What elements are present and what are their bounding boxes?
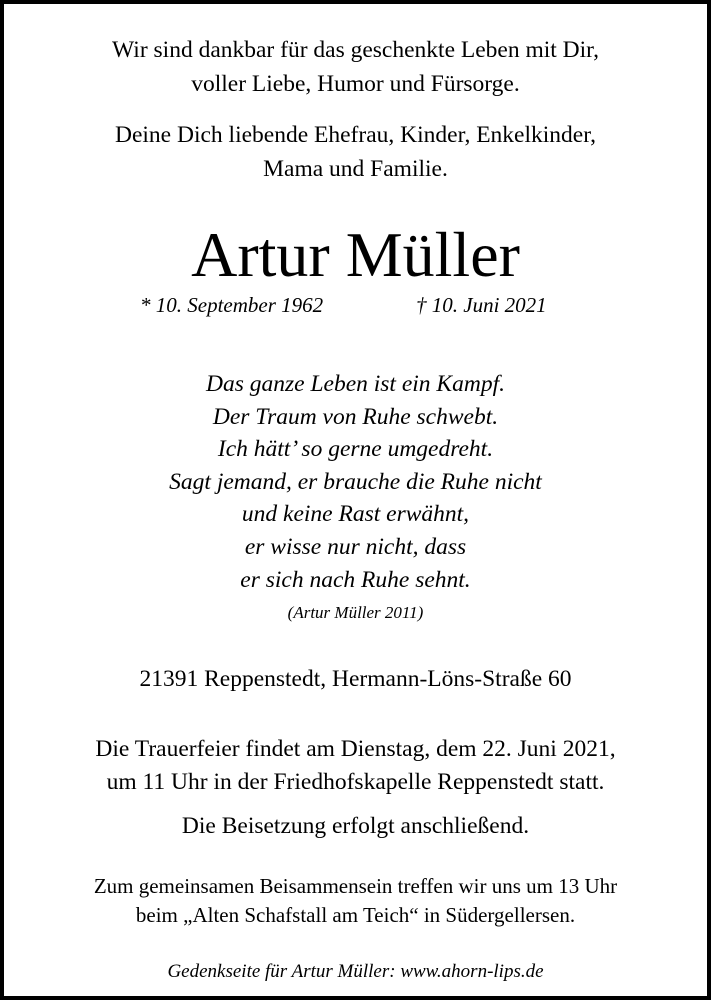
mourners-line: Mama und Familie. [263, 156, 448, 182]
poem-line: Ich hätt’ so gerne umgedreht. [217, 436, 494, 463]
poem-line: Der Traum von Ruhe schwebt. [212, 403, 499, 430]
memorial-page-link: Gedenkseite für Artur Müller: www.ahorn-lips.de [167, 961, 544, 982]
poem-line: und keine Rast erwähnt, [241, 501, 470, 528]
death-date: † 10. Juni 2021 [416, 293, 547, 317]
service-line: Die Trauerfeier findet am Dienstag, dem 22. Juni 2021, [95, 736, 616, 762]
poem-line: Das ganze Leben ist ein Kampf. [206, 371, 505, 397]
address: 21391 Reppenstedt, Hermann-Löns-Straße 60 [139, 666, 572, 692]
poem-credit: (Artur Müller 2011) [287, 603, 424, 622]
burial-info: Die Beisetzung erfolgt anschließend. [181, 813, 530, 839]
poem-line: er sich nach Ruhe sehnt. [240, 566, 471, 593]
opening-line: Wir sind dankbar für das geschenkte Leben mit Dir, [112, 37, 599, 63]
poem-line: er wisse nur nicht, dass [244, 534, 467, 560]
opening-line: voller Liebe, Humor und Fürsorge. [191, 71, 520, 97]
gathering-line: beim „Alten Schafstall am Teich“ in Südergellersen. [135, 903, 576, 927]
mourners-line: Deine Dich liebende Ehefrau, Kinder, Enkelkinder, [115, 122, 596, 148]
poem-line: Sagt jemand, er brauche die Ruhe nicht [169, 468, 542, 495]
service-line: um 11 Uhr in der Friedhofskapelle Reppenstedt statt. [106, 768, 605, 795]
deceased-name: Artur Müller [191, 219, 520, 290]
birth-date: * 10. September 1962 [140, 293, 324, 317]
gathering-line: Zum gemeinsamen Beisammensein treffen wir uns um 13 Uhr [93, 874, 618, 898]
